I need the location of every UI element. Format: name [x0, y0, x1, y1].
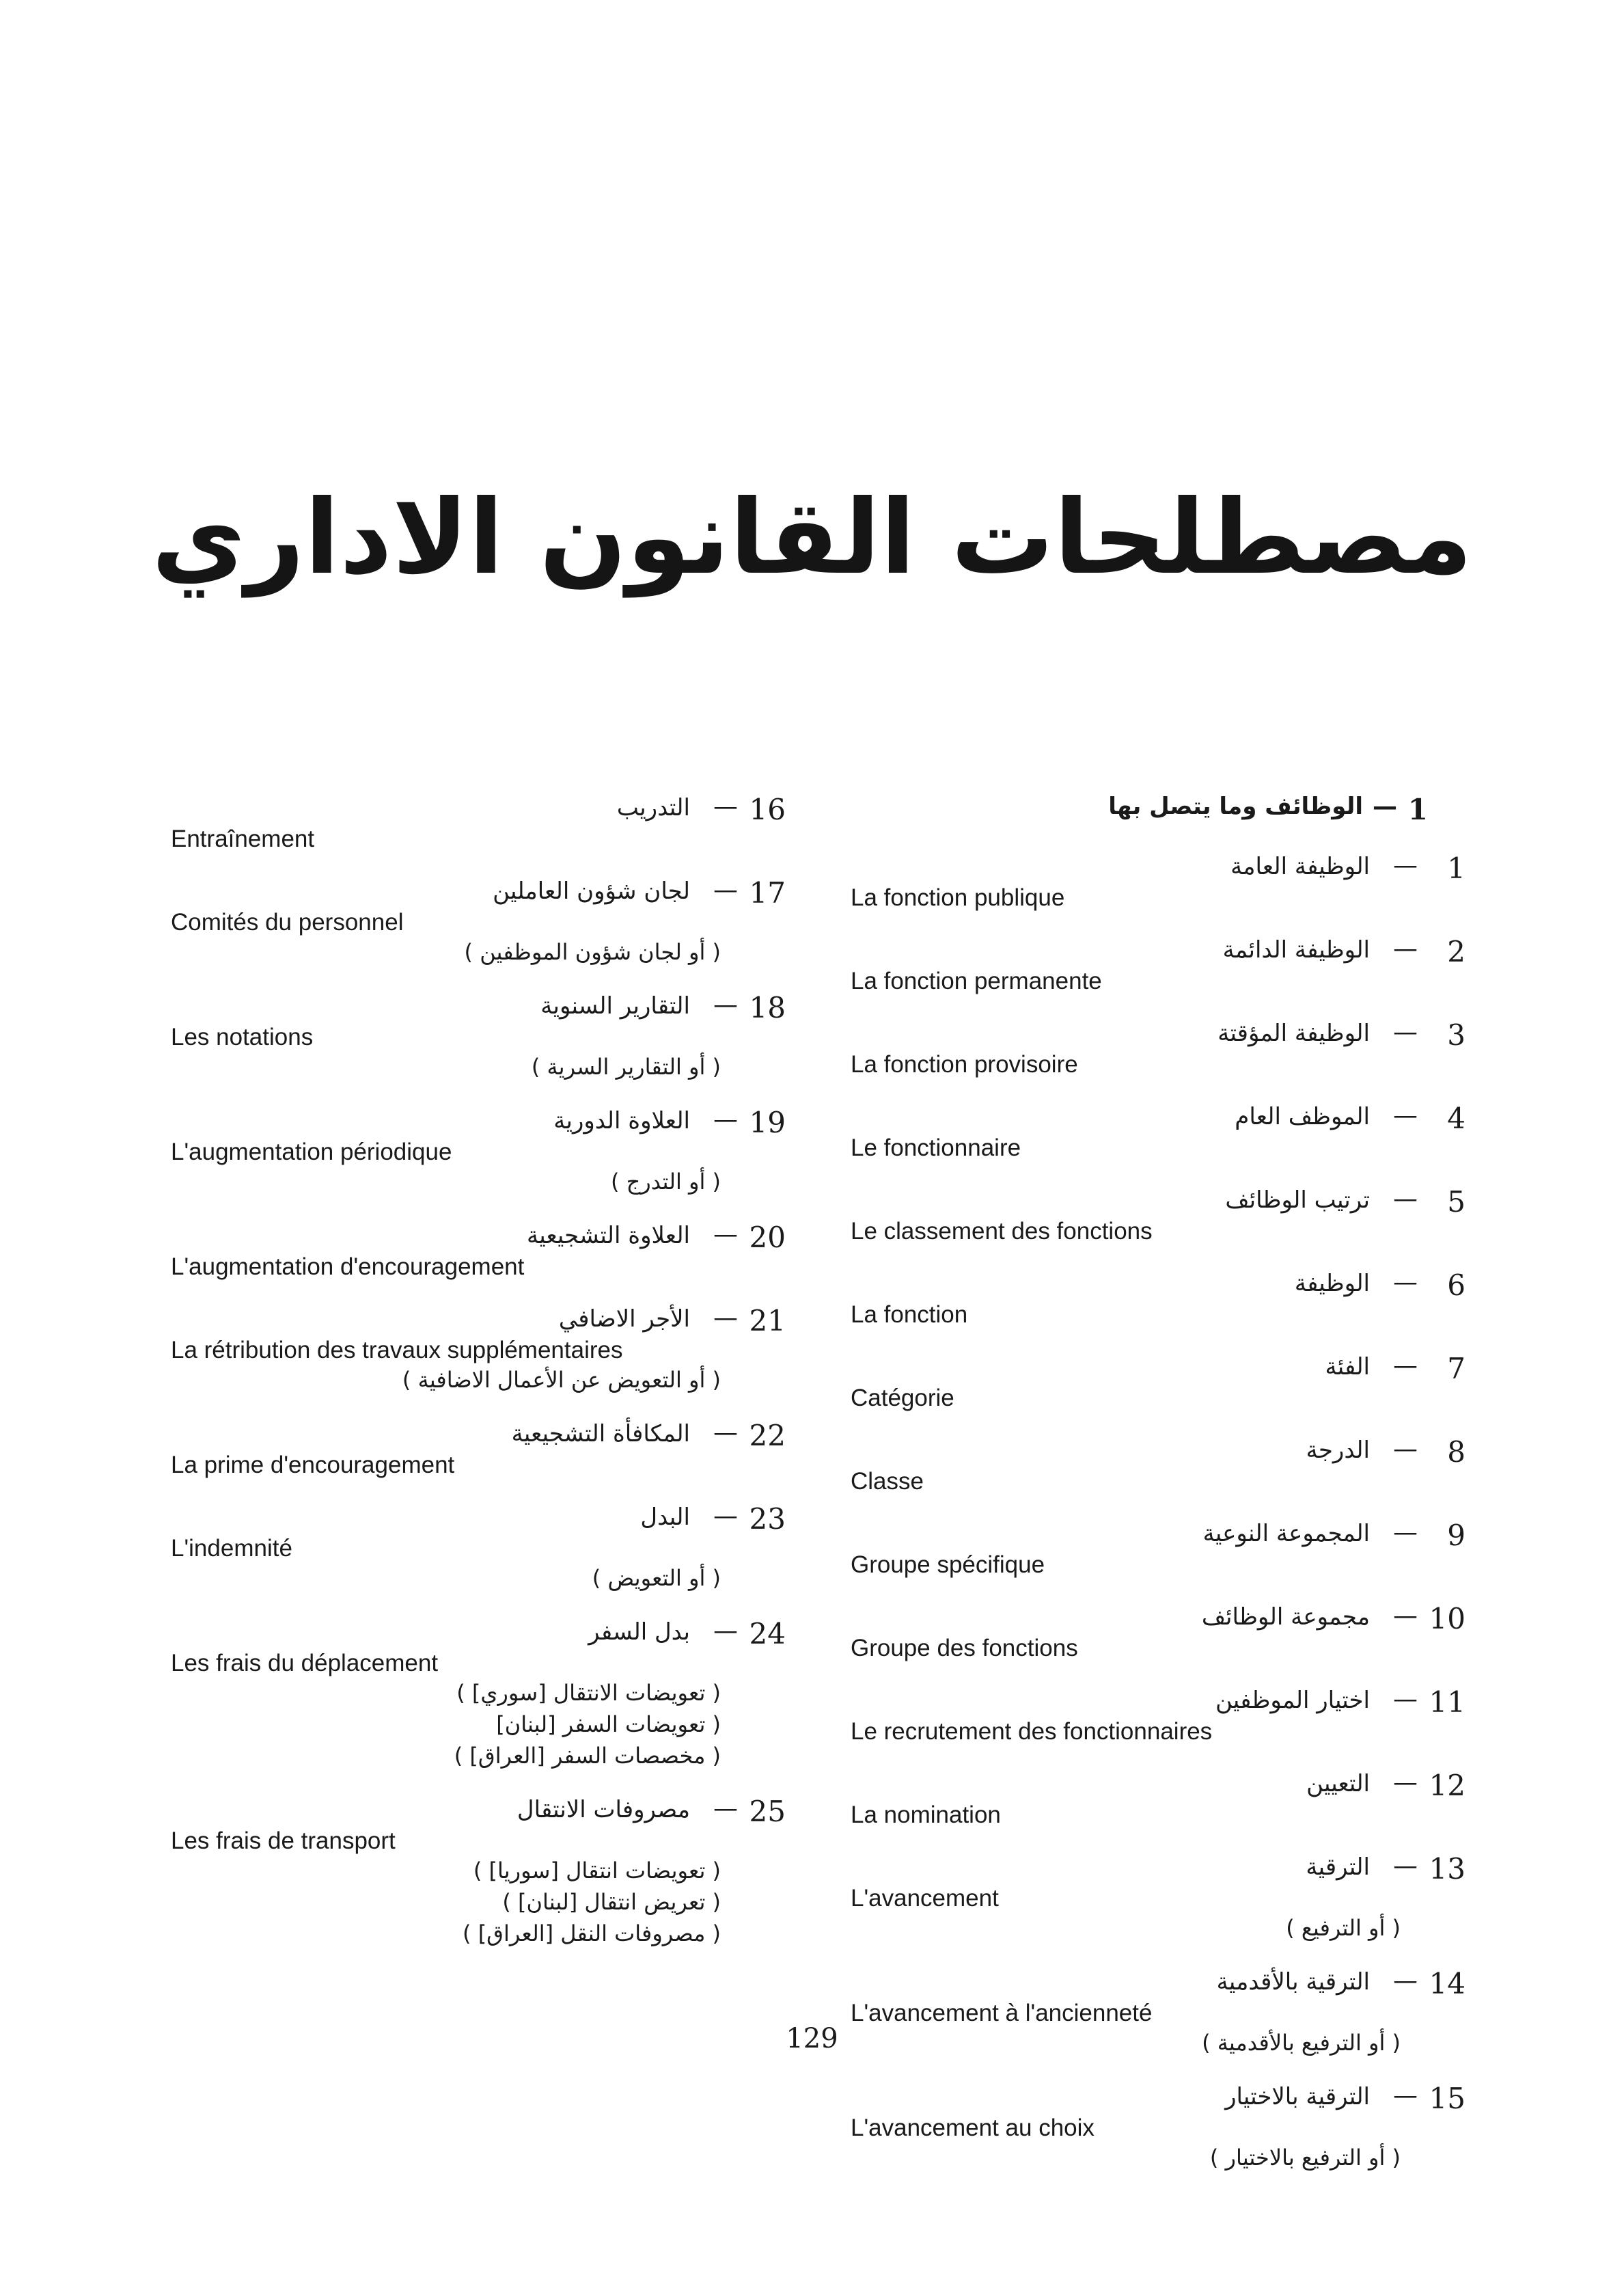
french-term: La rétribution des travaux supplémentaires — [171, 1337, 623, 1363]
entry-number: 19 — [749, 1106, 786, 1139]
entry-dash: — — [713, 1795, 738, 1823]
arabic-term: مجموعة الوظائف — [1201, 1603, 1370, 1631]
entry-dash: — — [1393, 1967, 1418, 1995]
left-entry-list — [171, 793, 786, 1952]
entry-dash: — — [713, 1502, 738, 1530]
entry-dash: — — [713, 1221, 738, 1249]
french-term: Catégorie — [851, 1385, 954, 1411]
glossary-entry — [171, 1419, 786, 1482]
arabic-term: التعيين — [1306, 1770, 1370, 1797]
french-term: Groupe spécifique — [851, 1551, 1045, 1578]
glossary-entry — [171, 991, 786, 1085]
arabic-term: الوظيفة العامة — [1230, 853, 1370, 880]
glossary-entry — [171, 1304, 786, 1398]
right-entry-list — [851, 852, 1465, 2176]
section-title: الوظائف وما يتصل بها — [1108, 793, 1363, 820]
glossary-entry — [171, 1795, 786, 1952]
entry-dash: — — [1393, 1685, 1418, 1713]
entry-line — [851, 1435, 1465, 1469]
french-term: Comités du personnel — [171, 909, 404, 936]
alternate-term: ( تعويضات الانتقال [سوري] ) — [456, 1680, 721, 1706]
glossary-entry — [171, 1106, 786, 1200]
arabic-term: الوظيفة — [1294, 1270, 1370, 1297]
right-column — [851, 793, 1465, 2197]
glossary-entry — [851, 2082, 1465, 2176]
entry-dash: — — [713, 876, 738, 904]
alternate-term: ( مخصصات السفر [العراق] ) — [454, 1743, 721, 1769]
entry-dash: — — [1393, 1435, 1418, 1463]
entry-dash: — — [1393, 1102, 1418, 1130]
alternate-term: ( تعويضات السفر [لبنان] — [496, 1711, 721, 1737]
glossary-entry — [171, 793, 786, 856]
entry-dash: — — [1393, 1352, 1418, 1380]
alternate-term: ( أو التعويض ) — [592, 1565, 721, 1591]
arabic-term: مصروفات الانتقال — [517, 1796, 690, 1823]
entry-line — [171, 876, 786, 910]
entry-number: 5 — [1447, 1185, 1465, 1219]
french-term: La nomination — [851, 1802, 1001, 1828]
glossary-entry — [851, 1352, 1465, 1415]
entry-dash: — — [713, 793, 738, 821]
french-term: L'augmentation périodique — [171, 1139, 452, 1165]
glossary-entry — [851, 1185, 1465, 1248]
glossary-entry — [851, 935, 1465, 998]
french-term: Entraînement — [171, 826, 315, 852]
french-term: Les frais du déplacement — [171, 1650, 439, 1676]
entry-number: 6 — [1447, 1268, 1465, 1302]
glossary-entry — [851, 1102, 1465, 1165]
glossary-entry — [851, 1018, 1465, 1081]
entry-line — [851, 1685, 1465, 1719]
entry-line — [171, 1502, 786, 1536]
french-term: La fonction publique — [851, 884, 1065, 911]
french-term: La fonction — [851, 1301, 968, 1328]
entry-number: 7 — [1447, 1352, 1465, 1385]
arabic-term: الوظيفة الدائمة — [1222, 936, 1370, 964]
entry-number: 13 — [1429, 1852, 1465, 1886]
glossary-entry — [171, 876, 786, 970]
glossary-entry — [851, 1519, 1465, 1581]
entry-line — [851, 1519, 1465, 1552]
glossary-entry — [851, 1435, 1465, 1498]
french-term: Les frais de transport — [171, 1827, 396, 1854]
entry-dash: — — [1393, 1268, 1418, 1296]
entry-line — [851, 1102, 1465, 1135]
alternate-term: ( أو التقارير السرية ) — [531, 1054, 721, 1080]
entry-dash: — — [713, 991, 738, 1019]
entry-number: 25 — [749, 1795, 786, 1828]
glossary-entry — [851, 1268, 1465, 1331]
entry-dash: — — [1393, 2082, 1418, 2110]
french-term: Groupe des fonctions — [851, 1635, 1078, 1661]
entry-line — [851, 2082, 1465, 2115]
glossary-entry — [171, 1502, 786, 1596]
entry-line — [171, 793, 786, 826]
page-title: مصطلحات القانون الاداري — [151, 478, 1473, 597]
entry-dash: — — [1393, 1018, 1418, 1046]
page-number: 129 — [786, 2023, 838, 2054]
french-term: L'augmentation d'encouragement — [171, 1253, 525, 1280]
entry-number: 24 — [749, 1617, 786, 1650]
entry-number: 11 — [1429, 1685, 1465, 1719]
entry-line — [851, 852, 1465, 885]
section-heading — [851, 793, 1465, 834]
entry-line — [171, 1221, 786, 1254]
alternate-term: ( أو التدرج ) — [610, 1169, 721, 1195]
entry-number: 4 — [1447, 1102, 1465, 1135]
entry-dash: — — [713, 1304, 738, 1332]
french-term: L'avancement au choix — [851, 2115, 1095, 2141]
french-term: Le fonctionnaire — [851, 1134, 1021, 1161]
arabic-term: الأجر الاضافي — [558, 1305, 690, 1333]
entry-number: 16 — [749, 793, 786, 826]
alternate-term: ( أو الترفيع ) — [1286, 1915, 1401, 1941]
entry-number: 3 — [1447, 1018, 1465, 1052]
arabic-term: البدل — [640, 1504, 690, 1531]
arabic-term: لجان شؤون العاملين — [493, 878, 690, 905]
entry-line — [171, 1419, 786, 1452]
arabic-term: المكافأة التشجيعية — [511, 1420, 690, 1447]
entry-dash: — — [1393, 852, 1418, 880]
entry-dash: — — [713, 1419, 738, 1447]
entry-line — [851, 1018, 1465, 1052]
entry-number: 20 — [749, 1221, 786, 1254]
entry-number: 15 — [1429, 2082, 1465, 2115]
alternate-term: ( أو الترفيع بالاختيار ) — [1209, 2145, 1401, 2171]
french-term: La fonction provisoire — [851, 1051, 1078, 1078]
entry-number: 18 — [749, 991, 786, 1024]
alternate-term: ( تعويضات انتقال [سوريا] ) — [473, 1858, 721, 1884]
arabic-term: ترتيب الوظائف — [1225, 1186, 1370, 1214]
entry-line — [171, 1617, 786, 1650]
french-term: Les notations — [171, 1024, 314, 1050]
entry-dash: — — [1393, 1602, 1418, 1630]
entry-line — [171, 1106, 786, 1139]
entry-line — [851, 1602, 1465, 1635]
glossary-entry — [851, 1685, 1465, 1748]
entry-number: 10 — [1429, 1602, 1465, 1635]
glossary-entry — [171, 1617, 786, 1774]
arabic-term: الترقية بالأقدمية — [1216, 1968, 1370, 1996]
french-term: L'indemnité — [171, 1535, 292, 1562]
arabic-term: الوظيفة المؤقتة — [1217, 1020, 1370, 1047]
entry-line — [171, 991, 786, 1024]
entry-dash: — — [1393, 1852, 1418, 1880]
arabic-term: الدرجة — [1306, 1437, 1370, 1464]
arabic-term: العلاوة التشجيعية — [526, 1222, 690, 1249]
arabic-term: الموظف العام — [1235, 1103, 1370, 1130]
entry-line — [851, 1268, 1465, 1302]
entry-number: 17 — [749, 876, 786, 910]
arabic-term: التدريب — [616, 794, 690, 821]
entry-number: 2 — [1447, 935, 1465, 968]
glossary-entry — [851, 1769, 1465, 1832]
glossary-entry — [851, 1852, 1465, 1946]
entry-number: 8 — [1447, 1435, 1465, 1469]
section-number: 1 — [1407, 793, 1428, 826]
glossary-entry — [851, 1602, 1465, 1665]
entry-line — [851, 1352, 1465, 1385]
arabic-term: التقارير السنوية — [540, 992, 690, 1020]
entry-dash: — — [1393, 1519, 1418, 1547]
arabic-term: المجموعة النوعية — [1202, 1520, 1370, 1547]
arabic-term: بدل السفر — [588, 1618, 690, 1646]
french-term: La fonction permanente — [851, 968, 1102, 994]
french-term: L'avancement à l'ancienneté — [851, 2000, 1153, 2026]
french-term: La prime d'encouragement — [171, 1452, 455, 1478]
entry-dash: — — [1393, 935, 1418, 963]
entry-dash: — — [1393, 1185, 1418, 1213]
arabic-term: الترقية — [1306, 1853, 1370, 1881]
arabic-term: العلاوة الدورية — [553, 1107, 690, 1134]
alternate-term: ( أو الترفيع بالأقدمية ) — [1202, 2030, 1401, 2056]
entry-number: 12 — [1429, 1769, 1465, 1802]
entry-dash: — — [713, 1106, 738, 1134]
french-term: L'avancement — [851, 1885, 999, 1912]
entry-dash: — — [1393, 1769, 1418, 1797]
entry-line — [171, 1304, 786, 1337]
glossary-entry — [171, 1221, 786, 1283]
entry-dash: — — [713, 1617, 738, 1645]
alternate-term: ( أو لجان شؤون الموظفين ) — [464, 939, 721, 965]
arabic-term: الترقية بالاختيار — [1225, 2083, 1370, 2110]
entry-line — [851, 1185, 1465, 1219]
alternate-term: ( تعريض انتقال [لبنان] ) — [502, 1889, 721, 1915]
entry-line — [851, 1769, 1465, 1802]
entry-number: 1 — [1447, 852, 1465, 885]
arabic-term: اختيار الموظفين — [1215, 1687, 1370, 1714]
left-column — [171, 793, 786, 1972]
alternate-term: ( مصروفات النقل [العراق] ) — [463, 1920, 721, 1946]
entry-number: 23 — [749, 1502, 786, 1536]
french-term: Le classement des fonctions — [851, 1218, 1153, 1245]
entry-number: 22 — [749, 1419, 786, 1452]
entry-number: 14 — [1429, 1967, 1465, 2000]
alternate-term: ( أو التعويض عن الأعمال الاضافية ) — [402, 1367, 721, 1393]
entry-number: 21 — [749, 1304, 786, 1337]
entry-number: 9 — [1447, 1519, 1465, 1552]
entry-line — [171, 1795, 786, 1828]
glossary-entry — [851, 852, 1465, 914]
arabic-term: الفئة — [1325, 1353, 1370, 1381]
entry-line — [851, 1967, 1465, 2000]
section-dash: — — [1373, 793, 1397, 821]
french-term: Le recrutement des fonctionnaires — [851, 1718, 1213, 1745]
entry-line — [851, 1852, 1465, 1886]
french-term: Classe — [851, 1468, 924, 1495]
entry-line — [851, 935, 1465, 968]
